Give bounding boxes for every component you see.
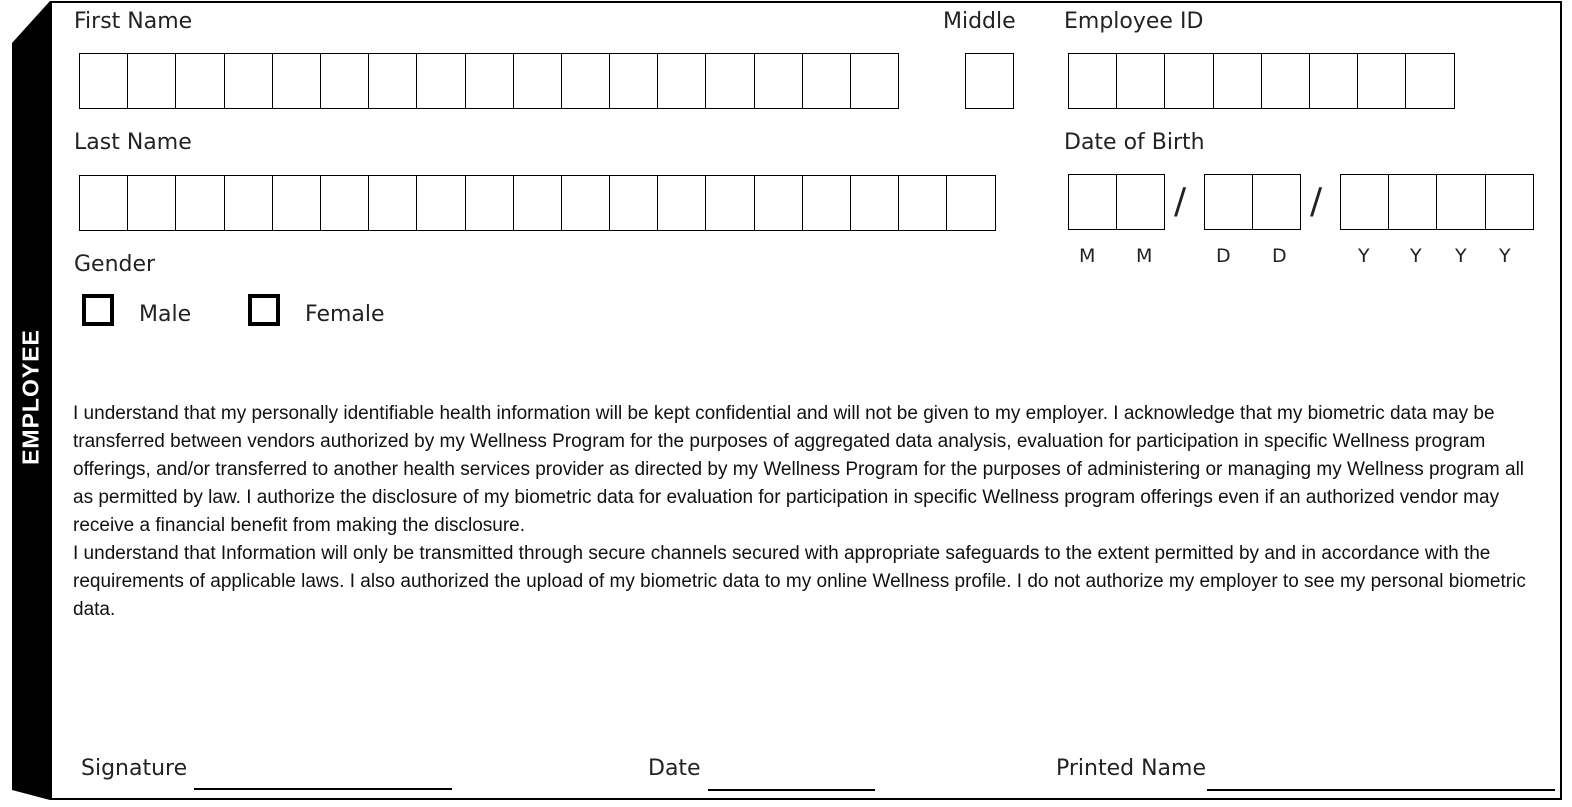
dob-hint-day: D bbox=[1216, 245, 1231, 267]
employee-id-label: Employee ID bbox=[1064, 9, 1204, 34]
character-cell[interactable] bbox=[1252, 174, 1301, 230]
dob-hint-year: Y bbox=[1499, 245, 1511, 267]
character-cell[interactable] bbox=[224, 53, 273, 109]
character-cell[interactable] bbox=[561, 175, 610, 231]
employee-id-input[interactable] bbox=[1068, 53, 1455, 109]
character-cell[interactable] bbox=[657, 175, 706, 231]
character-cell[interactable] bbox=[1068, 174, 1117, 230]
dob-hint-month: M bbox=[1079, 245, 1096, 267]
character-cell[interactable] bbox=[850, 53, 899, 109]
character-cell[interactable] bbox=[1116, 174, 1165, 230]
character-cell[interactable] bbox=[1309, 53, 1358, 109]
character-cell[interactable] bbox=[1164, 53, 1213, 109]
date-of-birth-label: Date of Birth bbox=[1064, 130, 1205, 155]
character-cell[interactable] bbox=[127, 175, 176, 231]
character-cell[interactable] bbox=[465, 175, 514, 231]
dob-hint-month: M bbox=[1136, 245, 1153, 267]
character-cell[interactable] bbox=[705, 175, 754, 231]
consent-text bbox=[73, 400, 1543, 624]
character-cell[interactable] bbox=[965, 53, 1014, 109]
consent-paragraph: I understand that my personally identifiable health information will be kept confidential and will not be given to my employer. I acknowledge that my biometric data may be transferred between vendors authorized by my Wellness Program for the purposes of aggregated data analysis, evaluation for participation in specific Wellness program offerings, and/or transferred to another health services provider as directed by my Wellness Program for the purposes of administering or managing my Wellness program all as permitted by law. I authorize the disclosure of my biometric data for evaluation for participation in specific Wellness program offerings even if an authorized vendor may receive a financial benefit from making the disclosure. bbox=[73, 403, 1525, 536]
dob-month-input[interactable] bbox=[1068, 174, 1165, 230]
dob-hint-year: Y bbox=[1358, 245, 1370, 267]
character-cell[interactable] bbox=[561, 53, 610, 109]
character-cell[interactable] bbox=[320, 53, 369, 109]
gender-label: Gender bbox=[74, 252, 156, 277]
character-cell[interactable] bbox=[320, 175, 369, 231]
consent-paragraph: I understand that Information will only be transmitted through secure channels secured with appropriate safeguards to the extent permitted by and in accordance with the requirements of applicable laws. I also authorized the upload of my biometric data to my online Wellness profile. I do not authorize my employer to see my personal biometric data. bbox=[73, 543, 1526, 620]
first-name-input[interactable] bbox=[79, 53, 899, 109]
character-cell[interactable] bbox=[1213, 53, 1262, 109]
dob-day-input[interactable] bbox=[1204, 174, 1301, 230]
character-cell[interactable] bbox=[79, 53, 128, 109]
middle-initial-input[interactable] bbox=[965, 53, 1014, 109]
date-label: Date bbox=[648, 756, 701, 781]
male-checkbox[interactable] bbox=[82, 294, 114, 326]
dob-hint-year: Y bbox=[1455, 245, 1467, 267]
character-cell[interactable] bbox=[272, 53, 321, 109]
character-cell[interactable] bbox=[850, 175, 899, 231]
section-label: EMPLOYEE bbox=[17, 329, 44, 465]
character-cell[interactable] bbox=[368, 53, 417, 109]
printed-name-line[interactable] bbox=[1207, 789, 1555, 791]
character-cell[interactable] bbox=[175, 175, 224, 231]
character-cell[interactable] bbox=[898, 175, 947, 231]
female-option-label: Female bbox=[305, 302, 385, 327]
first-name-label: First Name bbox=[74, 9, 193, 34]
character-cell[interactable] bbox=[1357, 53, 1406, 109]
character-cell[interactable] bbox=[416, 175, 465, 231]
character-cell[interactable] bbox=[416, 53, 465, 109]
printed-name-label: Printed Name bbox=[1056, 756, 1207, 781]
dob-hint-day: D bbox=[1272, 245, 1287, 267]
character-cell[interactable] bbox=[79, 175, 128, 231]
dob-hint-year: Y bbox=[1410, 245, 1422, 267]
character-cell[interactable] bbox=[224, 175, 273, 231]
character-cell[interactable] bbox=[609, 53, 658, 109]
character-cell[interactable] bbox=[609, 175, 658, 231]
dob-separator: / bbox=[1174, 181, 1187, 222]
date-line[interactable] bbox=[708, 789, 875, 791]
character-cell[interactable] bbox=[1405, 53, 1454, 109]
character-cell[interactable] bbox=[1116, 53, 1165, 109]
character-cell[interactable] bbox=[1068, 53, 1117, 109]
character-cell[interactable] bbox=[754, 53, 803, 109]
middle-label: Middle bbox=[943, 9, 1016, 34]
character-cell[interactable] bbox=[946, 175, 995, 231]
character-cell[interactable] bbox=[754, 175, 803, 231]
last-name-input[interactable] bbox=[79, 175, 996, 231]
character-cell[interactable] bbox=[1388, 174, 1437, 230]
character-cell[interactable] bbox=[513, 53, 562, 109]
character-cell[interactable] bbox=[1485, 174, 1534, 230]
character-cell[interactable] bbox=[127, 53, 176, 109]
character-cell[interactable] bbox=[1340, 174, 1389, 230]
character-cell[interactable] bbox=[802, 175, 851, 231]
character-cell[interactable] bbox=[368, 175, 417, 231]
character-cell[interactable] bbox=[1436, 174, 1485, 230]
character-cell[interactable] bbox=[1261, 53, 1310, 109]
character-cell[interactable] bbox=[705, 53, 754, 109]
character-cell[interactable] bbox=[513, 175, 562, 231]
signature-line[interactable] bbox=[194, 788, 452, 790]
dob-year-input[interactable] bbox=[1340, 174, 1534, 230]
female-checkbox[interactable] bbox=[248, 294, 280, 326]
male-option-label: Male bbox=[139, 302, 192, 327]
last-name-label: Last Name bbox=[74, 130, 192, 155]
character-cell[interactable] bbox=[465, 53, 514, 109]
character-cell[interactable] bbox=[272, 175, 321, 231]
character-cell[interactable] bbox=[657, 53, 706, 109]
character-cell[interactable] bbox=[1204, 174, 1253, 230]
character-cell[interactable] bbox=[175, 53, 224, 109]
signature-label: Signature bbox=[81, 756, 188, 781]
character-cell[interactable] bbox=[802, 53, 851, 109]
dob-separator: / bbox=[1310, 181, 1323, 222]
